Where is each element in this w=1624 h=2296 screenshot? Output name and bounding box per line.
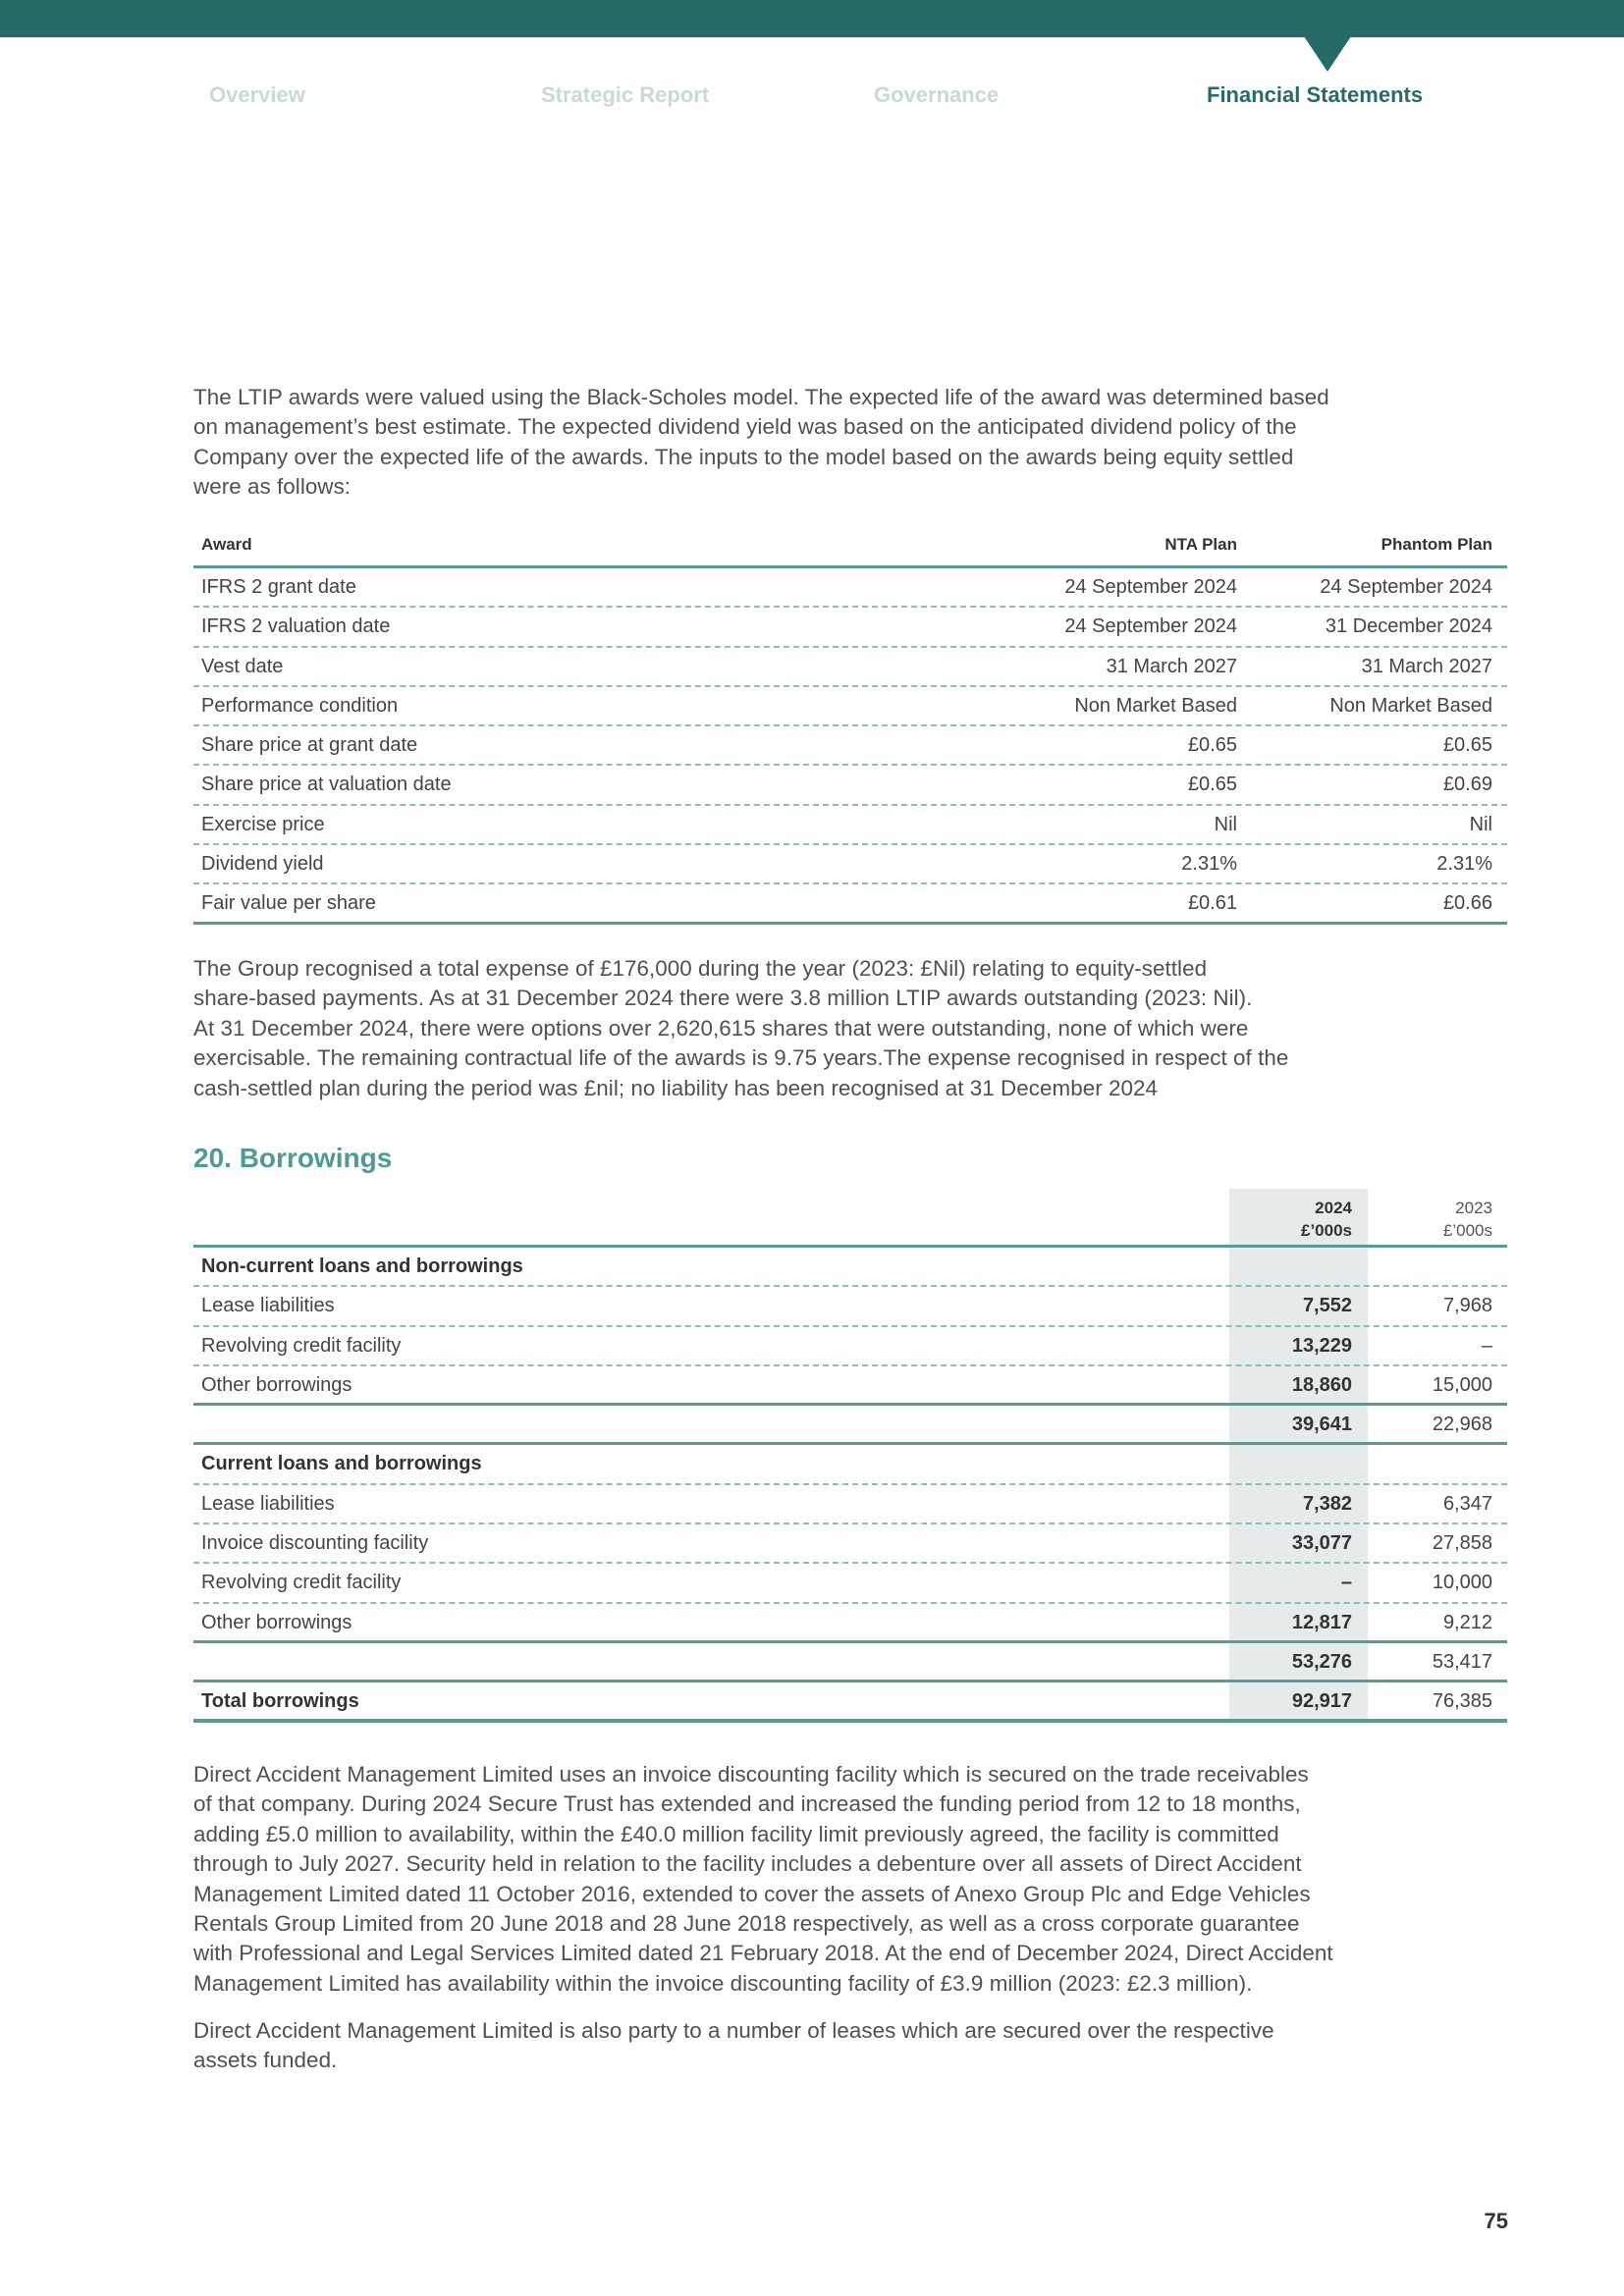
- row-label: Dividend yield: [201, 853, 324, 876]
- row-label: Other borrowings: [201, 1611, 352, 1633]
- ltip-inputs-table: [193, 525, 1507, 925]
- header-2023: [1443, 1197, 1492, 1242]
- page-number: 75: [1484, 2209, 1508, 2233]
- expense-paragraph: [193, 954, 1514, 1103]
- text-line: At 31 December 2024, there were options over 2,620,615 shares that were outstanding, none of which were: [193, 1015, 1249, 1041]
- phantom-plan-value: £0.69: [1442, 774, 1492, 796]
- value-2024: 7,552: [1302, 1295, 1352, 1317]
- value-2024: 53,276: [1291, 1650, 1352, 1673]
- header-2024-unit: £’000s: [1301, 1221, 1352, 1240]
- value-2024: 18,860: [1291, 1373, 1352, 1396]
- nta-plan-value: 2.31%: [1181, 853, 1237, 876]
- table-row: [193, 1604, 1507, 1643]
- phantom-plan-value: 31 March 2027: [1361, 655, 1492, 677]
- text-line: Management Limited has availability within the invoice discounting facility of £3.9 million (2023: £2.3 million).: [193, 1970, 1253, 1996]
- header-award: Award: [201, 535, 252, 554]
- table-row: [193, 648, 1507, 687]
- borrowings-table: [193, 1189, 1507, 1723]
- row-label: Revolving credit facility: [201, 1334, 402, 1357]
- nav-governance[interactable]: Governance: [874, 82, 1000, 107]
- phantom-plan-value: £0.65: [1442, 734, 1492, 757]
- value-2023: 6,347: [1442, 1492, 1492, 1515]
- row-label: Vest date: [201, 655, 284, 677]
- text-line: Direct Accident Management Limited uses an invoice discounting facility which is secured on the trade receivables: [193, 1762, 1309, 1787]
- nav-financial-statements[interactable]: Financial Statements: [1207, 82, 1424, 107]
- phantom-plan-value: 2.31%: [1436, 853, 1492, 876]
- row-label: Share price at grant date: [201, 734, 418, 757]
- table-row: [193, 766, 1507, 805]
- facility-paragraph: [193, 1760, 1514, 1999]
- header-2024-year: 2024: [1315, 1199, 1352, 1217]
- value-2024: 12,817: [1291, 1611, 1352, 1633]
- phantom-plan-value: £0.66: [1442, 892, 1492, 915]
- active-section-pointer-icon: [1304, 36, 1351, 72]
- section-heading-borrowings: 20. Borrowings: [193, 1143, 393, 1173]
- row-label: Share price at valuation date: [201, 774, 452, 796]
- subtotal-row: [193, 1643, 1507, 1682]
- table-row: [193, 806, 1507, 845]
- value-2023: 76,385: [1432, 1690, 1492, 1713]
- value-2023: 15,000: [1432, 1373, 1492, 1396]
- value-2024: –: [1340, 1572, 1352, 1594]
- header-2024: [1301, 1197, 1352, 1242]
- text-line: Rentals Group Limited from 20 June 2018 and 28 June 2018 respectively, as well as a cross corporate guarantee: [193, 1911, 1300, 1937]
- header-phantom-plan: Phantom Plan: [1380, 535, 1492, 554]
- table-row: [193, 608, 1507, 647]
- leases-paragraph: [193, 2016, 1514, 2076]
- table-header: [193, 525, 1507, 568]
- value-2023: 7,968: [1442, 1295, 1492, 1317]
- text-line: The Group recognised a total expense of £176,000 during the year (2023: £Nil) relating to equity-settled: [193, 956, 1208, 981]
- value-2024: 92,917: [1291, 1690, 1352, 1713]
- header-2023-year: 2023: [1455, 1199, 1492, 1217]
- table-row: [193, 568, 1507, 608]
- value-2023: –: [1481, 1334, 1492, 1357]
- nta-plan-value: 24 September 2024: [1064, 576, 1237, 598]
- total-row: [193, 1682, 1507, 1722]
- header-2023-unit: £’000s: [1442, 1221, 1492, 1240]
- text-line: through to July 2027. Security held in relation to the facility includes a debenture over all assets of Direct Accident: [193, 1851, 1302, 1877]
- table-row: [193, 726, 1507, 766]
- nta-plan-value: £0.65: [1187, 734, 1237, 757]
- row-label: Total borrowings: [201, 1690, 359, 1713]
- nav-strategic-report[interactable]: Strategic Report: [541, 82, 710, 107]
- row-label: IFRS 2 grant date: [201, 576, 356, 598]
- text-line: with Professional and Legal Services Limited dated 21 February 2018. At the end of December 2024, Direct Accident: [193, 1941, 1333, 1966]
- phantom-plan-value: 24 September 2024: [1320, 576, 1492, 598]
- header-bar: [0, 0, 1624, 37]
- row-label: IFRS 2 valuation date: [201, 615, 391, 638]
- section-nav: [0, 82, 1624, 112]
- text-line: Company over the expected life of the awards. The inputs to the model based on the awards being equity settled: [193, 444, 1294, 469]
- table-row: [193, 1327, 1507, 1366]
- text-line: adding £5.0 million to availability, within the £40.0 million facility limit previously agreed, the facility is committed: [193, 1821, 1279, 1846]
- text-line: assets funded.: [193, 2048, 338, 2073]
- value-2024: 33,077: [1291, 1532, 1352, 1555]
- text-line: of that company. During 2024 Secure Trust has extended and increased the funding period from 12 to 18 months,: [193, 1791, 1301, 1817]
- phantom-plan-value: Nil: [1469, 813, 1492, 835]
- nav-overview[interactable]: Overview: [209, 82, 305, 107]
- row-label: Performance condition: [201, 694, 399, 717]
- text-line: Management Limited dated 11 October 2016, extended to cover the assets of Anexo Group Plc and Edge Vehicles: [193, 1881, 1311, 1906]
- value-2023: 9,212: [1442, 1611, 1492, 1633]
- row-label: Non-current loans and borrowings: [201, 1255, 523, 1277]
- table-row: [193, 1287, 1507, 1326]
- text-line: The LTIP awards were valued using the Black-Scholes model. The expected life of the award was determined based: [193, 385, 1329, 409]
- nta-plan-value: 24 September 2024: [1064, 615, 1237, 638]
- row-label: Revolving credit facility: [201, 1572, 402, 1594]
- row-label: Other borrowings: [201, 1373, 352, 1396]
- table-row: [193, 687, 1507, 726]
- row-label: Lease liabilities: [201, 1492, 335, 1515]
- table-row: [193, 845, 1507, 884]
- subtotal-row: [193, 1406, 1507, 1445]
- phantom-plan-value: Non Market Based: [1329, 694, 1492, 717]
- row-label: Exercise price: [201, 813, 325, 835]
- section-row: [193, 1248, 1507, 1287]
- text-line: were as follows:: [193, 474, 352, 500]
- value-2023: 53,417: [1432, 1650, 1492, 1673]
- section-row: [193, 1445, 1507, 1484]
- table-row: [193, 1485, 1507, 1524]
- row-label: Current loans and borrowings: [201, 1453, 482, 1475]
- nta-plan-value: £0.61: [1187, 892, 1237, 915]
- text-line: exercisable. The remaining contractual life of the awards is 9.75 years.The expense recognised in respect of the: [193, 1045, 1289, 1071]
- table-row: [193, 1564, 1507, 1603]
- nta-plan-value: Nil: [1214, 813, 1237, 835]
- table-row: [193, 1366, 1507, 1406]
- table-row: [193, 1524, 1507, 1564]
- row-label: Invoice discounting facility: [201, 1532, 429, 1555]
- intro-paragraph: [193, 383, 1514, 503]
- text-line: cash-settled plan during the period was £nil; no liability has been recognised at 31 December 2024: [193, 1075, 1158, 1100]
- value-2024: 39,641: [1291, 1414, 1352, 1436]
- value-2023: 27,858: [1432, 1532, 1492, 1555]
- header-nta-plan: NTA Plan: [1164, 535, 1237, 554]
- value-2024: 13,229: [1291, 1334, 1352, 1357]
- table-header: [193, 1189, 1507, 1248]
- text-line: on management’s best estimate. The expected dividend yield was based on the anticipated dividend policy of the: [193, 414, 1297, 440]
- row-label: Fair value per share: [201, 892, 376, 915]
- text-line: share-based payments. As at 31 December 2024 there were 3.8 million LTIP awards outstanding (2023: Nil).: [193, 986, 1253, 1011]
- table-row: [193, 884, 1507, 924]
- value-2023: 22,968: [1432, 1414, 1492, 1436]
- nta-plan-value: Non Market Based: [1074, 694, 1237, 717]
- phantom-plan-value: 31 December 2024: [1325, 615, 1492, 638]
- value-2023: 10,000: [1432, 1572, 1492, 1594]
- text-line: Direct Accident Management Limited is also party to a number of leases which are secured over the respective: [193, 2018, 1274, 2043]
- row-label: Lease liabilities: [201, 1295, 335, 1317]
- nta-plan-value: £0.65: [1187, 774, 1237, 796]
- value-2024: 7,382: [1302, 1492, 1352, 1515]
- nta-plan-value: 31 March 2027: [1106, 655, 1237, 677]
